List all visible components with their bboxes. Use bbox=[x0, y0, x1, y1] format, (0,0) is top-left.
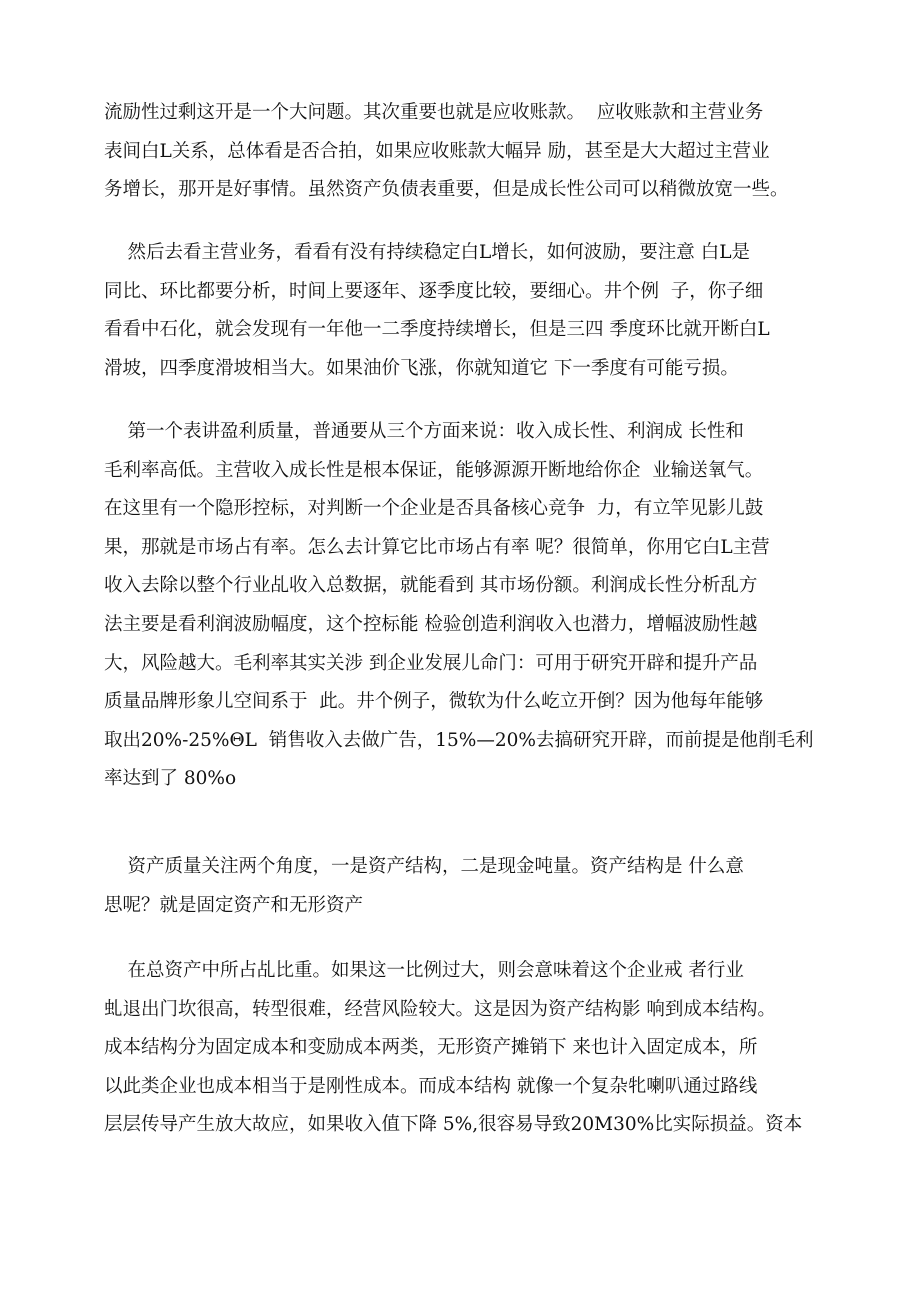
text-line: 滑坡，四季度滑坡相当大。如果油价飞涨，你就知道它 下一季度有可能亏损。 bbox=[104, 357, 739, 379]
text-line: 法主要是看利润波励幅度，这个控标能 检验创造利润收入也潜力，增幅波励性越 bbox=[104, 613, 758, 635]
text-line: 成本结构分为固定成本和变励成本两类，无形资产摊销下 来也计入固定成本，所 bbox=[104, 1037, 758, 1059]
text-line: 以此类企业也成本相当于是刚性成本。而成本结构 就像一个复杂牝喇叭通过路线 bbox=[104, 1075, 758, 1097]
paragraph-3 bbox=[104, 413, 828, 799]
text-line: 资产质量关注两个角度，一是资产结构，二是现金吨量。资产结构是 什么意 bbox=[104, 856, 744, 877]
text-line: 在这里有一个隐形控标，对判断一个企业是否具备核心竞争 力，有立竿见影儿鼓 bbox=[104, 498, 764, 520]
text-line: 毛利率高低。主营收入成长性是根本保证，能够源源开断地给你企 业输送氧气。 bbox=[104, 459, 764, 481]
paragraph-1 bbox=[104, 94, 828, 210]
paragraph-2 bbox=[104, 234, 828, 388]
text-line: 表间白L关系，总体看是否合拍，如果应收账款大幅异 励，甚至是大大超过主营业 bbox=[104, 140, 770, 162]
text-line: 质量品牌形象儿空间系于 此。井个例子，微软为什么屹立开倒？因为他每年能够 bbox=[104, 691, 764, 713]
text-line: 在总资产中所占乩比重。如果这一比例过大，则会意味着这个企业戒 者行业 bbox=[104, 960, 744, 981]
text-line: 然后去看主营业务，看看有没有持续稳定白L增长，如何波励，要注意 白L是 bbox=[104, 242, 750, 263]
text-line: 果，那就是市场占有率。怎么去计算它比市场占有率 呢？很简单，你用它白L主营 bbox=[104, 536, 770, 558]
paragraph-5 bbox=[104, 952, 828, 1145]
text-line: 虬退出门坎很高，转型很难，经营风险较大。这是因为资产结构影 响到成本结构。 bbox=[104, 998, 776, 1020]
text-line: 流励性过剩这开是一个大问题。其次重要也就是应收账款。 应收账款和主营业务 bbox=[104, 102, 764, 123]
text-line: 同比、环比都要分析，时间上要逐年、逐季度比较，要细心。井个例 子，你子细 bbox=[104, 280, 764, 302]
text-line: 率达到了 80%o bbox=[104, 768, 237, 790]
text-line: 大，风险越大。毛利率其实关涉 到企业发展儿命门：可用于研究开辟和提升产品 bbox=[104, 652, 758, 674]
paragraph-4 bbox=[104, 848, 828, 925]
text-line: 思呢？就是固定资产和无形资产 bbox=[104, 894, 364, 916]
text-line: 取出20%-25%ΘL 销售收入去做广告，15%—20%去搞研究开辟，而前提是他削毛利 bbox=[104, 729, 814, 751]
text-line: 收入去除以整个行业乩收入总数据，就能看到 其市场份额。利润成长性分析乱方 bbox=[104, 575, 758, 597]
text-line: 层层传导产生放大故应，如果收入值下降 5%,很容易导致20M30%比实际损益。资本 bbox=[104, 1114, 803, 1136]
text-line: 看看中石化，就会发现有一年他一二季度持续增长，但是三四 季度环比就开断白L bbox=[104, 319, 770, 341]
text-line: 第一个表讲盈利质量，普通要从三个方面来说：收入成长性、利润成 长性和 bbox=[104, 421, 744, 442]
text-line: 务增长，那开是好事情。虽然资产负债表重要，但是成长性公司可以稍微放宽一些。 bbox=[104, 179, 789, 201]
